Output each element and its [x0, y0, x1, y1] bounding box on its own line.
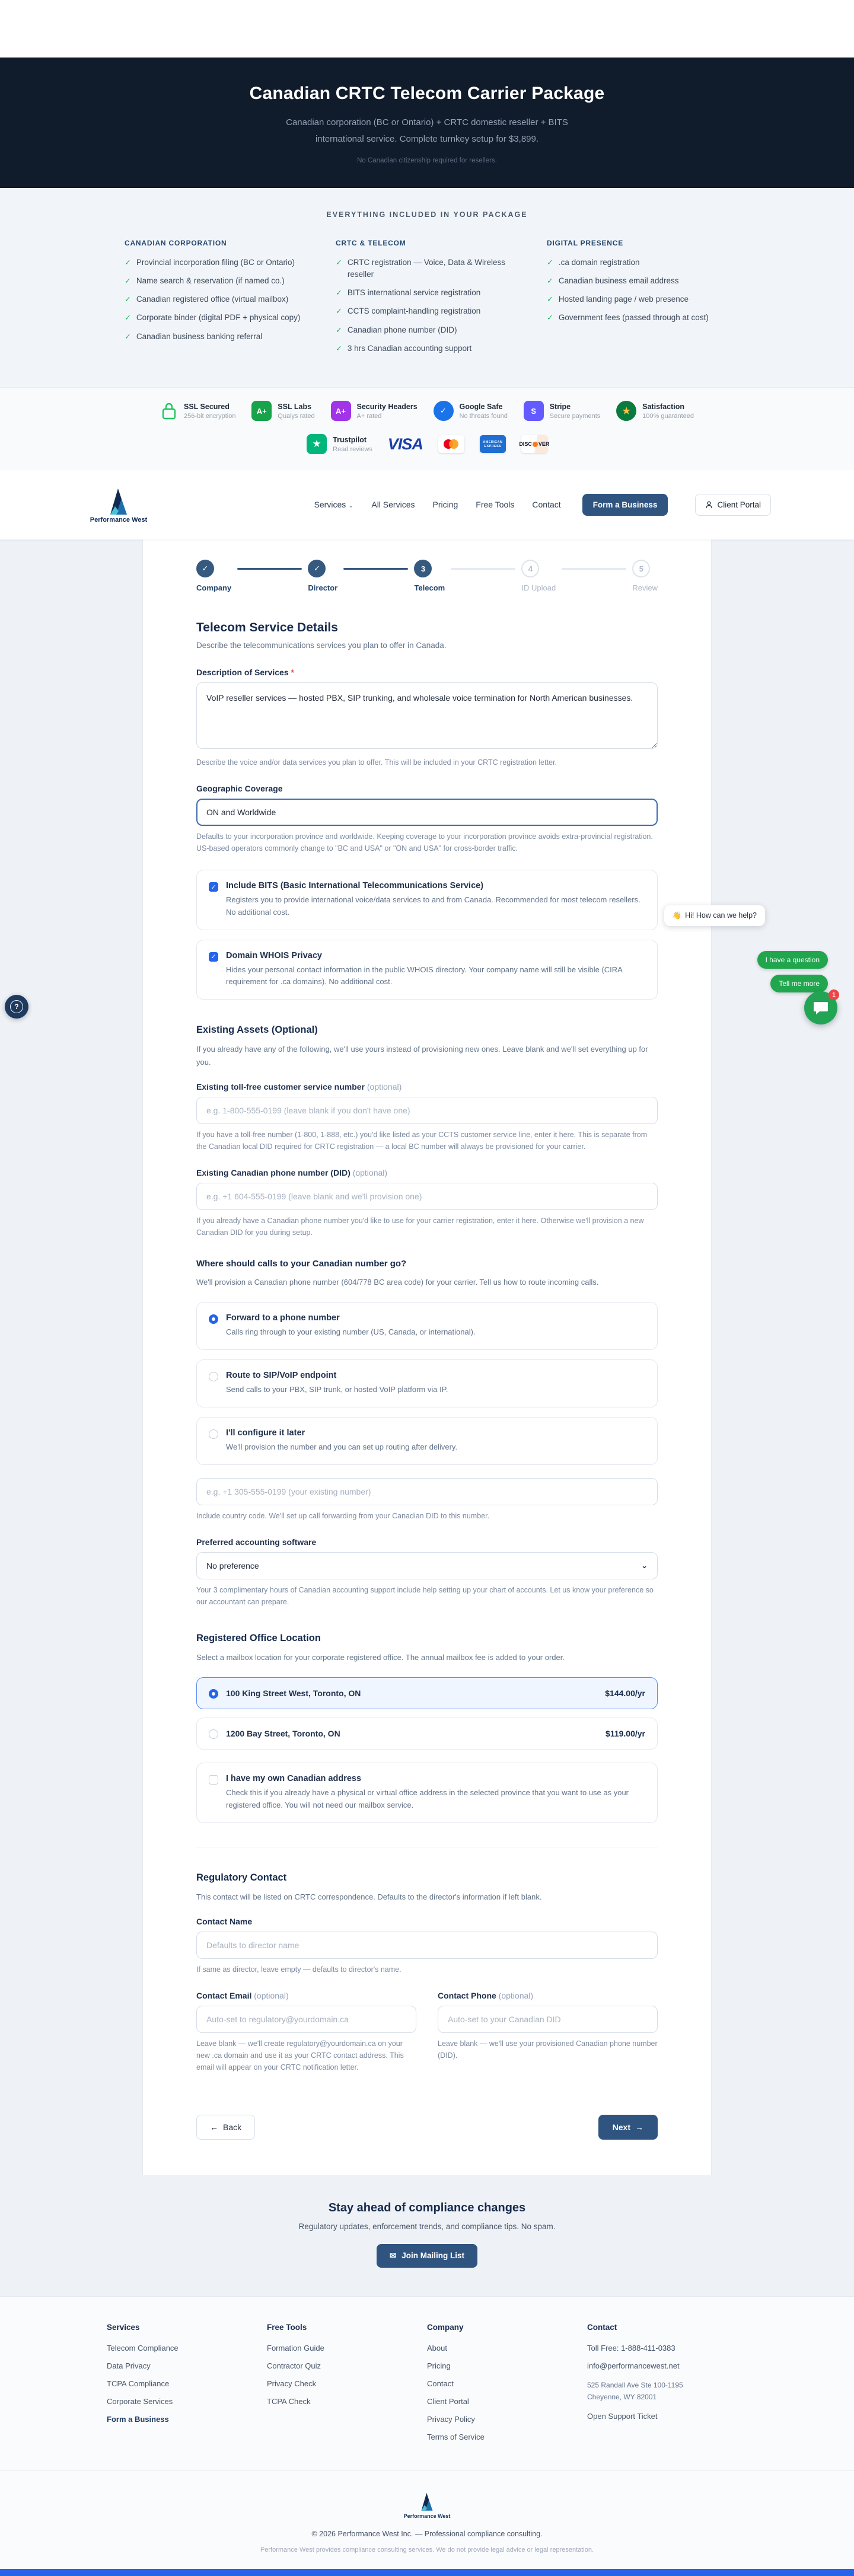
footer-link-client-portal[interactable]: Client Portal	[427, 2396, 469, 2406]
list-item	[125, 275, 307, 287]
list-item-text: Name search & reservation (if named co.)	[136, 276, 285, 285]
contact-phone-input[interactable]	[438, 2006, 658, 2033]
optional-suffix: (optional)	[367, 1082, 402, 1092]
radio-selected-icon[interactable]	[209, 1689, 218, 1699]
list-item-text: Canadian business banking referral	[136, 331, 263, 341]
amex-text: EXPRESS	[484, 444, 502, 448]
checkbox-checked-icon[interactable]: ✓	[209, 952, 218, 962]
footer-link-tcpa-check[interactable]: TCPA Check	[267, 2396, 311, 2406]
next-button[interactable]	[598, 2115, 658, 2140]
footer-column-services	[107, 2323, 267, 2450]
footer-column-title: Contact	[587, 2322, 617, 2332]
radio-selected-icon[interactable]	[209, 1314, 218, 1324]
badge-label: Trustpilot	[333, 435, 367, 444]
list-item-text: .ca domain registration	[558, 257, 640, 267]
footer-tollfree[interactable]: Toll Free: 1-888-411-0383	[587, 2343, 675, 2352]
form-title: Telecom Service Details	[196, 621, 338, 634]
chat-quick-tellmore-button[interactable]: Tell me more	[770, 975, 828, 992]
footer-link-terms[interactable]: Terms of Service	[427, 2432, 485, 2441]
routing-heading: Where should calls to your Canadian number go?	[196, 1259, 407, 1269]
nav-item-free-tools[interactable]: Free Tools	[476, 500, 515, 509]
back-button[interactable]	[196, 2115, 255, 2140]
footer-brand	[0, 2491, 854, 2519]
office-price: $119.00/yr	[606, 1728, 645, 1738]
brand-name: Performance West	[90, 516, 148, 524]
chat-greeting-text: Hi! How can we help?	[685, 911, 757, 920]
office-heading: Registered Office Location	[196, 1632, 321, 1643]
did-input[interactable]	[196, 1183, 658, 1210]
list-item-text: Canadian registered office (virtual mailbox)	[136, 295, 289, 304]
included-section	[0, 188, 854, 388]
check-icon: ✓	[336, 325, 342, 334]
form-subtitle: Describe the telecommunications services you plan to offer in Canada.	[196, 641, 447, 650]
lock-icon	[160, 401, 178, 421]
office-name: 1200 Bay Street, Toronto, ON	[226, 1728, 340, 1738]
step-label: ID Upload	[521, 583, 556, 592]
included-heading: EVERYTHING INCLUDED IN YOUR PACKAGE	[326, 210, 528, 219]
forward-number-help: Include country code. We'll set up call forwarding from your Canadian DID to this number.	[196, 1511, 490, 1520]
chevron-down-icon: ⌄	[348, 502, 354, 509]
shield-check-icon: ✓	[434, 401, 454, 421]
routing-option-desc: Calls ring through to your existing number (US, Canada, or international).	[226, 1327, 476, 1337]
check-icon: ✓	[547, 257, 553, 267]
list-item-text: Provincial incorporation filing (BC or Ontario)	[136, 257, 295, 267]
whois-option-card[interactable]	[196, 940, 658, 1000]
footer-link-privacy-policy[interactable]: Privacy Policy	[427, 2414, 475, 2424]
mailing-button-label: Join Mailing List	[401, 2251, 465, 2261]
check-icon: ✓	[336, 257, 342, 267]
list-item-text: Government fees (passed through at cost)	[558, 313, 709, 323]
badge-sub: 100% guaranteed	[642, 412, 694, 420]
badge-label: Stripe	[549, 402, 571, 411]
back-arrow-icon: ←	[210, 2122, 218, 2132]
checkbox-checked-icon[interactable]: ✓	[209, 882, 218, 892]
mailing-list-section	[0, 2175, 854, 2296]
badge-sub: Qualys rated	[278, 412, 315, 420]
bottom-banner-edge	[0, 2569, 854, 2576]
accounting-help: Your 3 complimentary hours of Canadian accounting support include help setting up your chart of accounts. Let us know your preference so our accountant can prepare.	[196, 1585, 654, 1606]
coverage-label: Geographic Coverage	[196, 784, 283, 793]
performance-west-logo-icon	[416, 2491, 438, 2511]
step-connector	[562, 568, 626, 570]
mailing-title: Stay ahead of compliance changes	[328, 2201, 526, 2214]
chat-greeting-bubble[interactable]	[664, 905, 765, 926]
check-icon: ✓	[125, 295, 131, 304]
contact-phone-help: Leave blank — we'll use your provisioned Canadian phone number (DID).	[438, 2039, 658, 2060]
office-price: $144.00/yr	[605, 1688, 645, 1698]
badge-label: Google Safe	[459, 402, 503, 411]
tollfree-input[interactable]	[196, 1097, 658, 1124]
list-item-text: Canadian business email address	[558, 276, 679, 285]
routing-option-later[interactable]	[196, 1417, 658, 1465]
list-item	[125, 331, 307, 343]
step-check-icon: ✓	[308, 560, 326, 577]
trustpilot-star-icon: ★	[307, 434, 327, 454]
hero-banner	[0, 58, 854, 188]
forward-number-input[interactable]	[196, 1478, 658, 1505]
footer-copyright: © 2026 Performance West Inc. — Professional compliance consulting.	[311, 2529, 543, 2538]
discover-text: DISC	[519, 441, 532, 447]
client-portal-label: Client Portal	[717, 500, 761, 509]
footer	[0, 2296, 854, 2569]
description-help: Describe the voice and/or data services you plan to offer. This will be included in your CRTC registration letter.	[196, 758, 557, 767]
footer-column-contact	[587, 2323, 747, 2450]
discover-text: VER	[538, 441, 550, 447]
badge-google-safe	[434, 401, 508, 421]
footer-disclaimer: Performance West provides compliance consulting services. We do not provide legal advice or legal representation.	[260, 2546, 594, 2553]
step-check-icon: ✓	[196, 560, 214, 577]
list-item	[125, 312, 307, 324]
list-item-text: 3 hrs Canadian accounting support	[347, 343, 472, 353]
mailing-subtitle: Regulatory updates, enforcement trends, and compliance tips. No spam.	[298, 2221, 556, 2231]
amex-text: AMERICAN	[483, 440, 503, 444]
chevron-down-icon: ⌄	[641, 1560, 648, 1570]
tollfree-help: If you have a toll-free number (1-800, 1-888, etc.) you'd like listed as your CCTS customer service line, enter it here. This is separate from the Canadian local DID required for CRTC registration — a local BC number will always be provisioned for your carrier.	[196, 1131, 648, 1151]
list-item	[125, 257, 307, 269]
radio-icon[interactable]	[209, 1372, 218, 1381]
whois-desc: Hides your personal contact information in the public WHOIS directory. Your company name will still be visible (CIRA requirement for .ca domains). No additional cost.	[226, 965, 623, 987]
badge-security-headers	[331, 401, 418, 421]
discover-logo	[519, 435, 550, 453]
client-portal-button[interactable]	[695, 494, 771, 516]
step-telecom[interactable]	[414, 560, 445, 592]
nav-item-pricing[interactable]: Pricing	[432, 500, 458, 509]
step-connector	[237, 568, 302, 570]
next-arrow-icon: →	[635, 2122, 643, 2132]
step-label: Director	[308, 583, 338, 592]
form-a-business-button[interactable]: Form a Business	[582, 494, 668, 516]
a-plus-icon: A+	[331, 401, 351, 421]
own-address-title: I have my own Canadian address	[226, 1773, 362, 1783]
routing-option-desc: Send calls to your PBX, SIP trunk, or hosted VoIP platform via IP.	[226, 1385, 448, 1394]
check-icon: ✓	[547, 276, 553, 285]
check-icon: ✓	[336, 307, 342, 316]
did-help: If you already have a Canadian phone number you'd like to use for your carrier registration, enter it here. Otherwise we'll provision a new Canadian DID for you during setup.	[196, 1217, 644, 1237]
routing-option-forward[interactable]	[196, 1302, 658, 1350]
list-item	[336, 324, 518, 336]
progress-stepper	[196, 560, 658, 592]
step-id-upload	[521, 560, 556, 592]
routing-option-sip[interactable]	[196, 1359, 658, 1407]
included-column-title: DIGITAL PRESENCE	[547, 238, 624, 247]
badge-sub: Secure payments	[549, 412, 601, 420]
badge-label: Security Headers	[356, 402, 418, 411]
existing-assets-heading: Existing Assets (Optional)	[196, 1024, 318, 1036]
check-icon: ✓	[336, 288, 342, 297]
footer-email[interactable]: info@performancewest.net	[587, 2361, 680, 2370]
check-icon: ✓	[125, 276, 131, 285]
badge-sub: A+ rated	[356, 412, 382, 420]
badge-sub: No threats found	[459, 412, 508, 420]
badge-satisfaction	[616, 401, 694, 421]
mastercard-logo	[438, 435, 464, 453]
contact-name-label: Contact Name	[196, 1916, 253, 1926]
bits-desc: Registers you to provide international voice/data services to and from Canada. Recommended for most telecom resellers. No additional cost.	[226, 895, 640, 917]
step-number: 5	[632, 560, 650, 577]
question-mark-icon: ?	[10, 1000, 23, 1013]
routing-option-title: I'll configure it later	[226, 1428, 305, 1438]
badge-stripe	[524, 401, 601, 421]
step-label: Telecom	[414, 583, 445, 592]
badge-label: SSL Labs	[278, 402, 312, 411]
step-company[interactable]	[196, 560, 231, 592]
a-plus-icon: A+	[251, 401, 272, 421]
optional-suffix: (optional)	[254, 1990, 289, 2000]
footer-column-title: Company	[427, 2322, 464, 2332]
bits-title: Include BITS (Basic International Telecommunications Service)	[226, 881, 484, 890]
bits-option-card[interactable]	[196, 870, 658, 930]
step-connector	[451, 568, 515, 570]
nav-item-services[interactable]: Services ⌄	[314, 500, 354, 509]
office-sub: Select a mailbox location for your corporate registered office. The annual mailbox fee is added to your order.	[196, 1652, 565, 1662]
stripe-icon: S	[524, 401, 544, 421]
included-column-corporation	[125, 239, 307, 362]
badge-trustpilot[interactable]	[307, 434, 372, 454]
step-number: 4	[521, 560, 539, 577]
page-title: Canadian CRTC Telecom Carrier Package	[249, 84, 605, 103]
badge-sub: 256-bit encryption	[184, 412, 236, 420]
step-number: 3	[414, 560, 432, 577]
navbar	[0, 470, 854, 540]
routing-option-title: Forward to a phone number	[226, 1313, 340, 1323]
contact-name-input[interactable]	[196, 1932, 658, 1959]
contact-email-input[interactable]	[196, 2006, 416, 2033]
list-item-text: CCTS complaint-handling registration	[347, 307, 481, 316]
nav-item-contact[interactable]: Contact	[532, 500, 561, 509]
check-icon: ✓	[547, 295, 553, 304]
discover-dot-icon	[533, 442, 538, 447]
hero-note: No Canadian citizenship required for resellers.	[357, 157, 497, 164]
regulatory-sub: This contact will be listed on CRTC correspondence. Defaults to the director's information if left blank.	[196, 1892, 542, 1901]
visa-logo: VISA	[387, 435, 423, 453]
tollfree-label: Existing toll-free customer service number (optional)	[196, 1082, 402, 1092]
office-option-bay[interactable]	[196, 1718, 658, 1750]
footer-brand-name: Performance West	[403, 2513, 451, 2519]
list-item	[547, 275, 729, 287]
list-item-text: Canadian phone number (DID)	[347, 325, 457, 334]
list-item-text: Hosted landing page / web presence	[558, 295, 689, 304]
chat-unread-badge: 1	[828, 989, 839, 1000]
footer-link-data-privacy[interactable]: Data Privacy	[107, 2361, 151, 2370]
mail-icon: ✉	[389, 2251, 397, 2260]
step-review	[632, 560, 658, 592]
footer-column-title: Free Tools	[267, 2322, 307, 2332]
accounting-software-select[interactable]	[196, 1552, 658, 1579]
step-label: Review	[632, 583, 658, 592]
radio-icon[interactable]	[209, 1429, 218, 1439]
wave-icon: 👋	[672, 911, 682, 920]
list-item	[336, 257, 518, 281]
footer-link-privacy-check[interactable]: Privacy Check	[267, 2379, 317, 2388]
list-item-text: Corporate binder (digital PDF + physical copy)	[136, 313, 301, 323]
office-option-king[interactable]	[196, 1677, 658, 1709]
optional-suffix: (optional)	[352, 1168, 388, 1178]
check-icon: ✓	[547, 313, 553, 323]
badge-label: SSL Secured	[184, 402, 230, 411]
check-icon: ✓	[125, 257, 131, 267]
check-icon: ✓	[125, 331, 131, 341]
required-asterisk: *	[291, 668, 294, 677]
existing-assets-sub: If you already have any of the following, we'll use yours instead of provisioning new ones. Leave blank and we'll set everything up for you.	[196, 1045, 648, 1067]
contact-name-help: If same as director, leave empty — defaults to director's name.	[196, 1965, 401, 1974]
list-item-text: CRTC registration — Voice, Data & Wireless reseller	[347, 257, 505, 279]
regulatory-heading: Regulatory Contact	[196, 1872, 287, 1883]
whois-title: Domain WHOIS Privacy	[226, 950, 322, 960]
radio-icon[interactable]	[209, 1729, 218, 1739]
list-item-text: BITS international service registration	[347, 288, 481, 297]
footer-link-telecom-compliance[interactable]: Telecom Compliance	[107, 2343, 179, 2352]
checkbox-icon[interactable]	[209, 1775, 218, 1785]
list-item	[547, 293, 729, 305]
included-column-digital	[547, 239, 729, 362]
person-icon	[705, 501, 713, 509]
coverage-help: Defaults to your incorporation province and worldwide. Keeping coverage to your incorporation province avoids extra-provincial registration. US-based operators commonly change to "BC and USA" or "ON and USA" for cross-border traffic.	[196, 832, 653, 853]
accounting-selected-value: No preference	[206, 1560, 259, 1571]
brand-logo[interactable]	[83, 486, 154, 524]
chat-bubble-icon	[813, 1001, 828, 1015]
routing-option-title: Route to SIP/VoIP endpoint	[226, 1371, 337, 1381]
list-item	[547, 257, 729, 269]
form-card	[142, 540, 712, 2175]
footer-link-contact[interactable]: Contact	[427, 2379, 454, 2388]
footer-support-ticket[interactable]: Open Support Ticket	[587, 2412, 658, 2421]
footer-link-about[interactable]: About	[427, 2343, 447, 2352]
badge-sub: Read reviews	[333, 445, 372, 453]
step-label: Company	[196, 583, 232, 592]
nav-item-all-services[interactable]: All Services	[371, 500, 415, 509]
included-column-title: CRTC & TELECOM	[336, 238, 406, 247]
list-item	[336, 343, 518, 355]
footer-link-pricing[interactable]: Pricing	[427, 2361, 451, 2370]
footer-link-contractor-quiz[interactable]: Contractor Quiz	[267, 2361, 321, 2370]
footer-link-tcpa-compliance[interactable]: TCPA Compliance	[107, 2379, 170, 2388]
included-column-crtc	[336, 239, 518, 362]
badge-ssl-secured	[160, 401, 235, 421]
routing-sub: We'll provision a Canadian phone number (604/778 BC area code) for your carrier. Tell us how to route incoming calls.	[196, 1278, 599, 1287]
footer-link-form-a-business[interactable]: Form a Business	[107, 2414, 169, 2424]
accounting-label: Preferred accounting software	[196, 1537, 317, 1547]
own-address-card[interactable]	[196, 1763, 658, 1823]
list-item	[336, 305, 518, 317]
hero-subtitle: Canadian corporation (BC or Ontario) + CRTC domestic reseller + BITS international service. Complete turnkey setup for $3,899.	[286, 117, 568, 144]
footer-column-title: Services	[107, 2322, 140, 2332]
badge-ssl-labs	[251, 401, 314, 421]
included-column-title: CANADIAN CORPORATION	[125, 238, 227, 247]
badge-label: Satisfaction	[642, 402, 684, 411]
footer-link-corporate-services[interactable]: Corporate Services	[107, 2396, 173, 2406]
description-textarea[interactable]	[196, 682, 658, 749]
contact-email-help: Leave blank — we'll create regulatory@yourdomain.ca on your new .ca domain and use it as your CRTC contact address. This email will appear on your CRTC notification letter.	[196, 2039, 404, 2071]
performance-west-logo-icon	[102, 486, 135, 515]
office-name: 100 King Street West, Toronto, ON	[226, 1688, 361, 1698]
amex-logo	[480, 435, 506, 453]
did-label: Existing Canadian phone number (DID) (optional)	[196, 1168, 388, 1178]
chat-launcher-button[interactable]	[804, 991, 837, 1024]
list-item	[336, 287, 518, 299]
step-director[interactable]	[308, 560, 337, 592]
footer-address: 525 Randall Ave Ste 100-1195 Cheyenne, WY 82001	[587, 2380, 683, 2402]
contact-email-label: Contact Email (optional)	[196, 1990, 289, 2000]
footer-column-company	[427, 2323, 587, 2450]
top-white-strip	[0, 0, 854, 58]
next-label: Next	[612, 2122, 630, 2132]
list-item	[125, 293, 307, 305]
optional-suffix: (optional)	[498, 1990, 534, 2000]
own-address-desc: Check this if you already have a physical or virtual office address in the selected province that you want to use as your registered office. You will not need our mailbox service.	[226, 1787, 629, 1809]
join-mailing-list-button[interactable]	[377, 2244, 477, 2268]
routing-option-desc: We'll provision the number and you can set up routing after delivery.	[226, 1442, 458, 1452]
star-icon: ★	[616, 401, 636, 421]
trust-badges-section	[0, 388, 854, 470]
chat-quick-question-button[interactable]: I have a question	[757, 951, 828, 969]
footer-link-formation-guide[interactable]: Formation Guide	[267, 2343, 324, 2352]
coverage-input[interactable]	[196, 799, 658, 826]
back-label: Back	[223, 2122, 242, 2132]
step-connector	[343, 568, 408, 570]
check-icon: ✓	[336, 343, 342, 353]
footer-column-free-tools	[267, 2323, 427, 2450]
description-label: Description of Services *	[196, 668, 294, 677]
check-icon: ✓	[125, 313, 131, 323]
accessibility-help-button[interactable]	[5, 995, 28, 1019]
list-item	[547, 312, 729, 324]
contact-phone-label: Contact Phone (optional)	[438, 1990, 534, 2000]
